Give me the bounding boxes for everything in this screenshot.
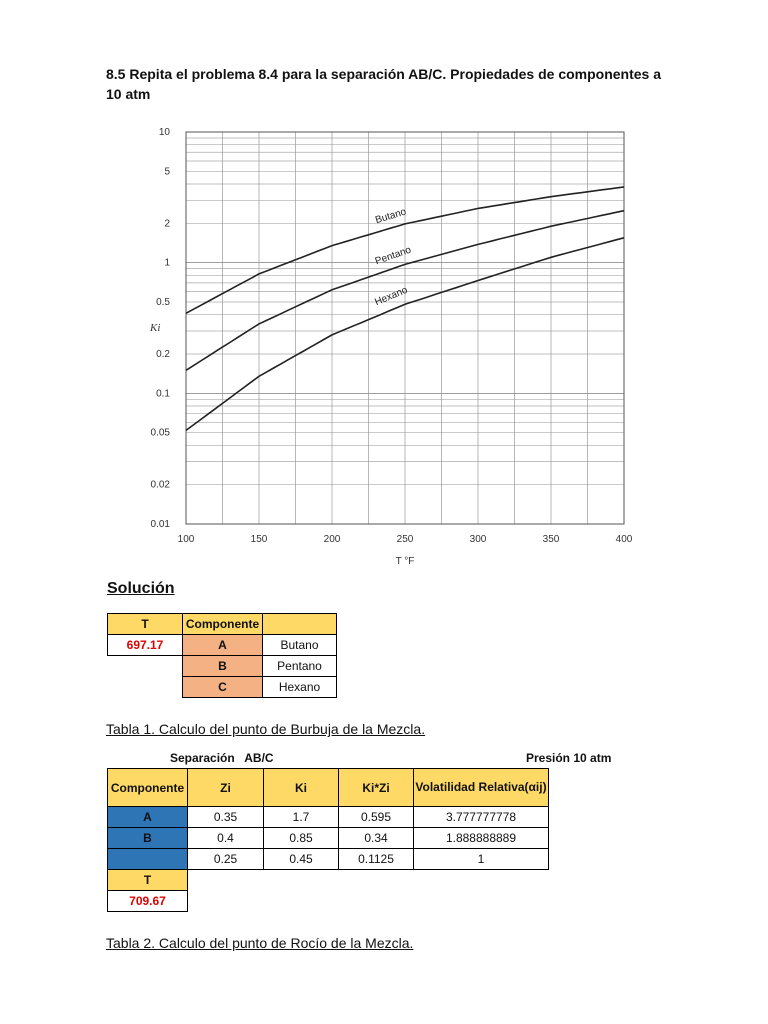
problem-heading: 8.5 Repita el problema 8.4 para la separación AB/C. Propiedades de componentes a 10 atm [106, 66, 662, 102]
component-cell: A [108, 807, 188, 828]
y-tick-label: 0.02 [150, 479, 170, 491]
volatility-cell: 3.777777778 [414, 807, 549, 828]
x-tick-label: 400 [615, 534, 633, 545]
component-name-cell: Butano [263, 635, 337, 656]
kizi-cell: 0.595 [339, 807, 414, 828]
x-tick-label: 350 [542, 534, 560, 545]
volatility-cell: 1 [414, 849, 549, 870]
y-tick-label: 0.5 [156, 297, 170, 309]
table2-caption: Tabla 2. Calculo del punto de Rocío de la Mezcla. [106, 935, 414, 951]
y-tick-label: 0.05 [150, 427, 170, 439]
y-tick-label: 0.1 [156, 388, 170, 400]
header-component: Componente [108, 769, 188, 807]
y-tick-label: 1 [164, 257, 170, 269]
empty-cell [108, 656, 183, 677]
ki-cell: 0.45 [264, 849, 339, 870]
x-tick-label: 200 [323, 534, 341, 545]
ki-cell: 1.7 [264, 807, 339, 828]
component-name-cell: Hexano [263, 677, 337, 698]
x-tick-label: 150 [250, 534, 268, 545]
t-value: 697.17 [108, 635, 183, 656]
kizi-cell: 0.1125 [339, 849, 414, 870]
component-cell: C [183, 677, 263, 698]
component-cell: B [108, 828, 188, 849]
y-axis-label: Ki [150, 321, 161, 334]
pressure-label: Presión 10 atm [526, 751, 612, 765]
zi-cell: 0.4 [188, 828, 264, 849]
series-label: Pentano [373, 244, 413, 268]
x-tick-label: 300 [469, 534, 487, 545]
empty-cell [188, 870, 549, 891]
component-cell: B [183, 656, 263, 677]
x-axis-label: T °F [395, 556, 415, 567]
ki-cell: 0.85 [264, 828, 339, 849]
component-header: Componente [183, 614, 263, 635]
component-name-cell: Pentano [263, 656, 337, 677]
t-value: 709.67 [108, 891, 188, 912]
header-kizi: Ki*Zi [339, 769, 414, 807]
x-tick-label: 250 [396, 534, 414, 545]
zi-cell: 0.35 [188, 807, 264, 828]
y-tick-label: 5 [164, 166, 170, 178]
series-label: Hexano [373, 284, 410, 309]
series-label: Butano [374, 206, 408, 227]
t-header: T [108, 614, 183, 635]
table1-caption: Tabla 1. Calculo del punto de Burbuja de la Mezcla. [106, 721, 426, 737]
kizi-cell: 0.34 [339, 828, 414, 849]
empty-cell [188, 891, 549, 912]
bubble-point-table [107, 768, 549, 912]
header-volatility: Volatilidad Relativa(αij) [414, 769, 549, 807]
y-tick-label: 10 [158, 127, 170, 138]
y-tick-label: 2 [164, 218, 170, 230]
y-tick-label: 0.2 [156, 348, 170, 360]
zi-cell: 0.25 [188, 849, 264, 870]
x-tick-label: 100 [177, 534, 195, 545]
separation-label: Separación AB/C [170, 751, 274, 765]
empty-cell [108, 677, 183, 698]
k-values-chart [146, 120, 636, 568]
name-header [263, 614, 337, 635]
y-tick-label: 0.01 [150, 519, 170, 530]
component-cell [108, 849, 188, 870]
solution-title: Solución [107, 580, 175, 597]
components-table [107, 613, 337, 698]
header-zi: Zi [188, 769, 264, 807]
t-label: T [108, 870, 188, 891]
volatility-cell: 1.888888889 [414, 828, 549, 849]
component-cell: A [183, 635, 263, 656]
header-ki: Ki [264, 769, 339, 807]
